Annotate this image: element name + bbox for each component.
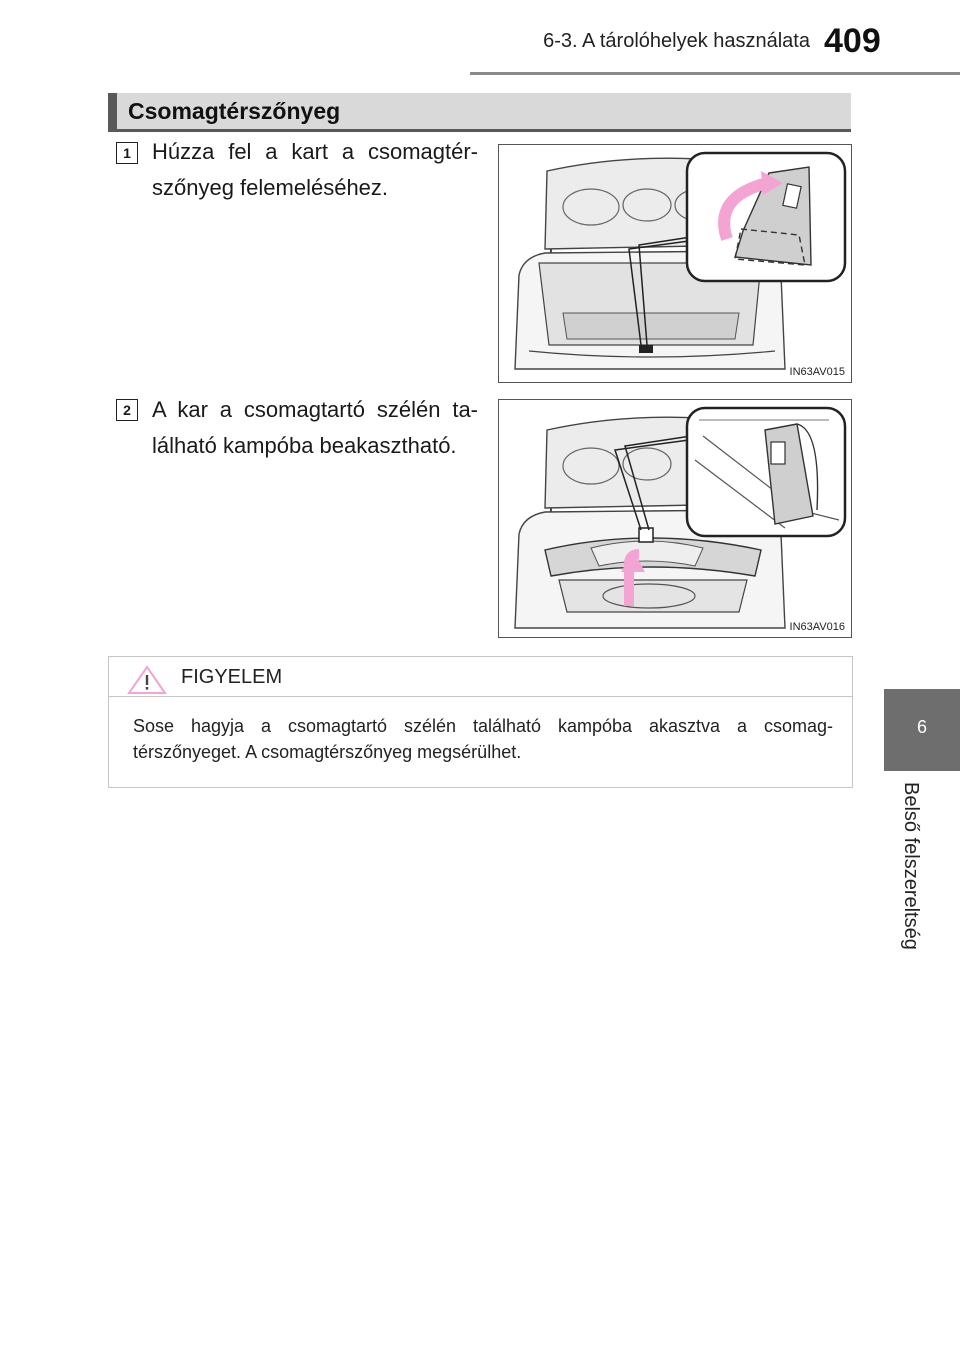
chapter-label <box>894 782 950 972</box>
chapter-tab <box>884 689 960 771</box>
section-heading-bar <box>108 93 851 129</box>
warning-triangle-icon <box>127 665 167 695</box>
section-heading-rule <box>108 129 851 132</box>
step-number-1: 1 <box>116 142 138 164</box>
chapter-title: Belső felszereltség <box>900 782 922 950</box>
warning-header <box>109 657 852 697</box>
trunk-illustration-1 <box>499 145 851 382</box>
figure-trunk-lever-hook <box>498 399 852 638</box>
page-number: 409 <box>824 22 881 60</box>
step-text-1: Húzza fel a kart a csomagtér-szőnyeg felemeléséhez. <box>152 139 478 200</box>
warning-box <box>108 656 853 788</box>
chapter-number: 6 <box>916 717 927 737</box>
step-text-2: A kar a csomagtartó szélén ta-lálható kampóba beakasztható. <box>152 397 478 458</box>
header-rule <box>470 72 960 75</box>
step-number-2: 2 <box>116 399 138 421</box>
figure-trunk-lever-lift <box>498 144 852 383</box>
warning-text: Sose hagyja a csomagtartó szélén található kampóba akasztva a csomag-térszőnyeget. A csomagtérszőnyeg megsérülhet. <box>133 716 833 762</box>
figure-code: IN63AV015 <box>789 366 845 378</box>
figure-code: IN63AV016 <box>789 621 845 633</box>
section-title: Csomagtérszőnyeg <box>128 98 341 124</box>
running-header-section: 6-3. A tárolóhelyek használata <box>543 30 810 52</box>
warning-title: FIGYELEM <box>181 666 283 688</box>
trunk-illustration-2 <box>499 400 851 637</box>
section-heading-marker <box>108 93 117 129</box>
